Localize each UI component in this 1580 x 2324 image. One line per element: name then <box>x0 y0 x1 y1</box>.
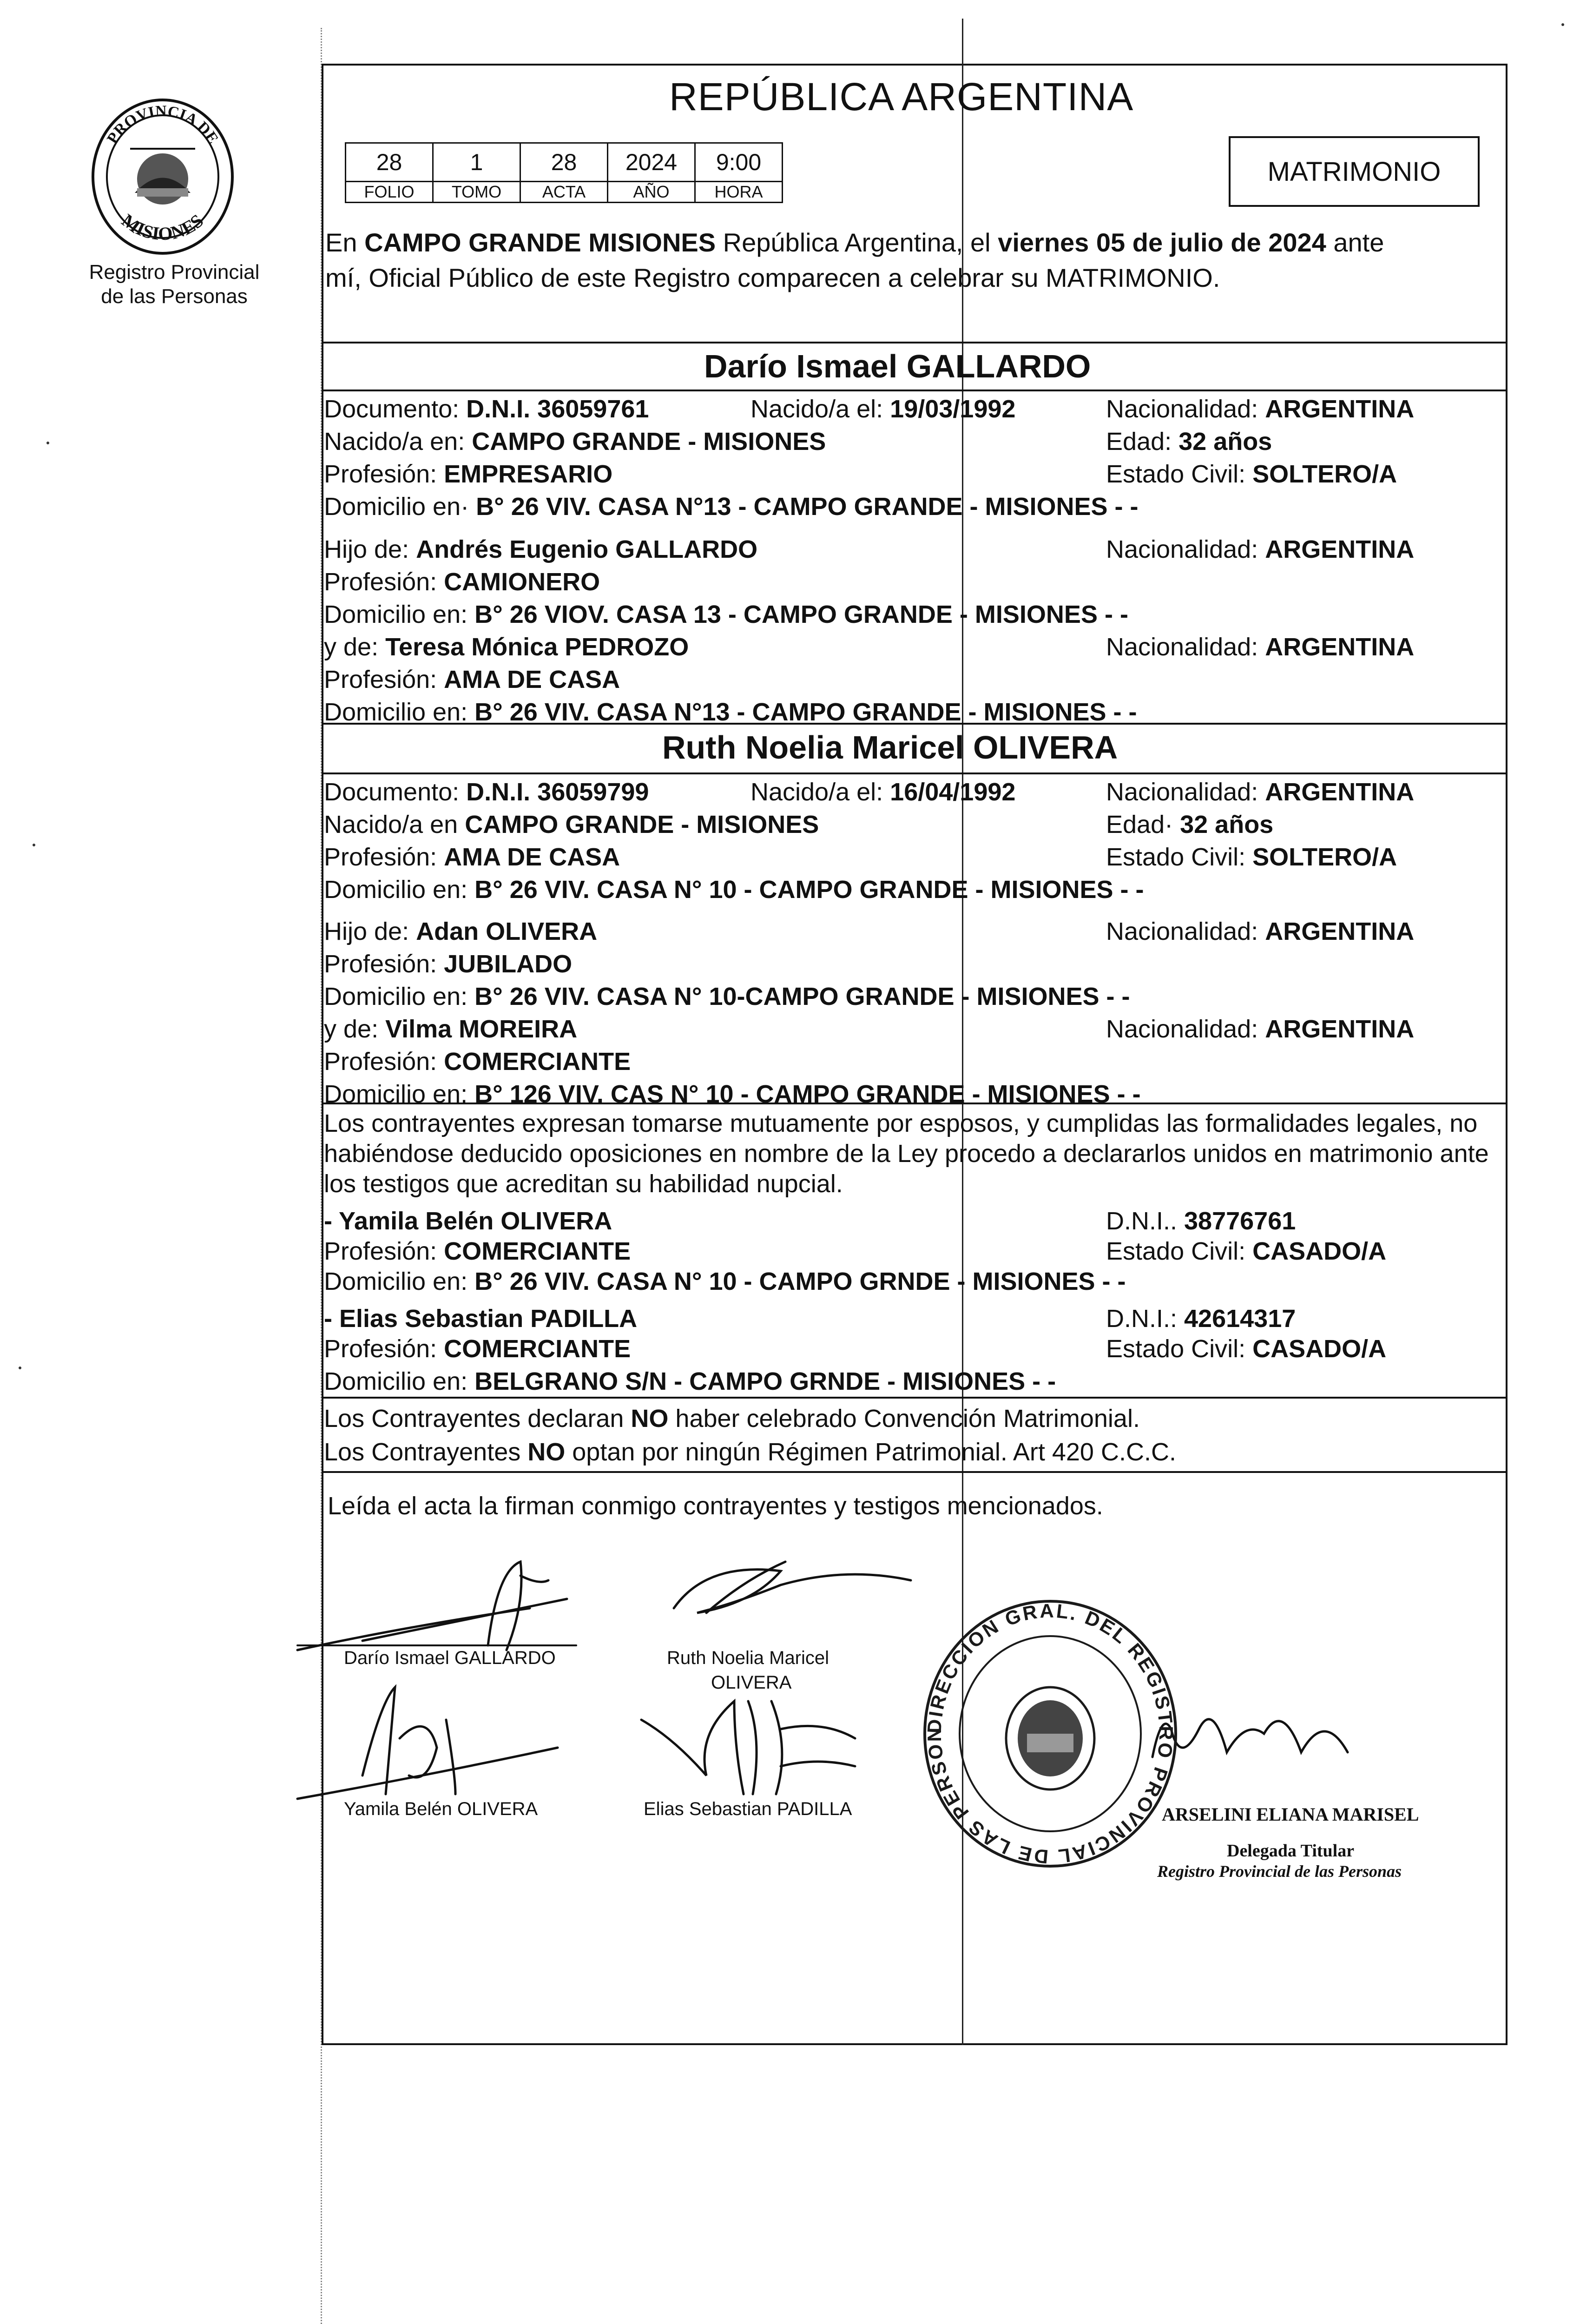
field-value: B° 26 VIV. CASA N°13 - CAMPO GRANDE - MISIONES - - <box>476 493 1139 521</box>
groom-father-address <box>324 600 1128 629</box>
field-value: COMERCIANTE <box>444 1237 631 1265</box>
convention-text: optan por ningún Régimen Patrimonial. Art 420 C.C.C. <box>565 1438 1176 1466</box>
field-label: Profesión: <box>324 843 444 871</box>
field-label: Nacionalidad: <box>1106 1015 1265 1043</box>
field-label: Profesión: <box>324 666 444 693</box>
field-label: Profesión: <box>324 950 444 978</box>
hora-label: HORA <box>695 182 783 203</box>
field-label: Profesión: <box>324 1335 444 1363</box>
declaration-line-3: los testigos que acreditan su habilidad nupcial. <box>324 1170 843 1198</box>
field-value: B° 26 VIV. CASA N° 10-CAMPO GRANDE - MISIONES - - <box>474 983 1130 1010</box>
official-role: Delegada Titular <box>1227 1841 1355 1861</box>
groom-mother-profession <box>324 665 620 694</box>
field-value: ARGENTINA <box>1265 918 1415 945</box>
field-value: D.N.I. 36059761 <box>466 395 649 423</box>
bride-document <box>324 777 649 807</box>
field-label: Documento: <box>324 395 467 423</box>
field-label: Domicilio en: <box>324 876 475 904</box>
scan-speck <box>1561 23 1564 26</box>
field-value: CAMPO GRANDE - MISIONES <box>465 811 819 838</box>
field-label: Profesión: <box>324 460 444 488</box>
field-value: SOLTERO/A <box>1252 843 1397 871</box>
witness-1-name: - Yamila Belén OLIVERA <box>324 1207 612 1235</box>
groom-mother <box>324 632 689 662</box>
groom-nationality <box>1106 394 1414 424</box>
intro-line-2: mí, Oficial Público de este Registro comparecen a celebrar su MATRIMONIO. <box>325 263 1220 292</box>
field-value: B° 26 VIOV. CASA 13 - CAMPO GRANDE - MISIONES - - <box>474 601 1128 628</box>
convention-negation: NO <box>527 1438 566 1466</box>
acta-value: 28 <box>520 143 608 182</box>
field-label: Profesión: <box>324 568 444 596</box>
page-title: REPÚBLICA ARGENTINA <box>669 75 1134 119</box>
field-value: B° 26 VIV. CASA N° 10 - CAMPO GRANDE - MISIONES - - <box>474 876 1144 904</box>
field-label: Nacionalidad: <box>1106 778 1265 806</box>
field-value: ARGENTINA <box>1265 1015 1415 1043</box>
witness-2-dni <box>1106 1304 1296 1334</box>
field-label: Domicilio en: <box>324 1367 475 1395</box>
field-value: ARGENTINA <box>1265 778 1415 806</box>
field-value: AMA DE CASA <box>444 666 620 693</box>
bride-birthplace <box>324 810 819 839</box>
groom-signature-caption: Darío Ismael GALLARDO <box>344 1648 556 1668</box>
field-value: 32 años <box>1180 811 1274 838</box>
misiones-coat-of-arms-logo <box>84 93 242 260</box>
intro-text: República Argentina, el <box>716 228 998 257</box>
field-label: Hijo de: <box>324 918 416 945</box>
witness2-signature-stroke <box>641 1701 855 1794</box>
field-label: Domicilio en: <box>324 601 475 628</box>
declaration-line-1: Los contrayentes expresan tomarse mutuamente por esposos, y cumplidas las formalidades legales, no <box>324 1109 1478 1137</box>
anio-label: AÑO <box>608 182 695 203</box>
field-label: Documento: <box>324 778 467 806</box>
field-value: BELGRANO S/N - CAMPO GRNDE - MISIONES - - <box>474 1367 1056 1395</box>
field-label: Nacido/a en <box>324 811 465 838</box>
folio-value: 28 <box>346 143 433 182</box>
bride-mother-address <box>324 1079 1141 1109</box>
field-label: Estado Civil: <box>1106 1335 1253 1363</box>
bride-civil-status <box>1106 842 1397 872</box>
scan-speck <box>33 844 35 846</box>
record-type-label: MATRIMONIO <box>1267 156 1441 187</box>
bride-father <box>324 917 597 946</box>
official-organization: Registro Provincial de las Personas <box>1157 1862 1402 1881</box>
svg-text:PROVINCIA DE: PROVINCIA DE <box>104 102 222 147</box>
scan-speck <box>46 442 49 444</box>
field-value: Teresa Mónica PEDROZO <box>385 633 689 661</box>
groom-age <box>1106 427 1272 456</box>
field-label: Nacido/a el: <box>750 778 890 806</box>
groom-father-nationality <box>1106 535 1414 564</box>
witness1-signature-stroke <box>297 1687 558 1799</box>
separator-bride-header <box>322 772 1508 774</box>
witness-2-name: - Elias Sebastian PADILLA <box>324 1305 638 1333</box>
field-value: B° 26 VIV. CASA N° 10 - CAMPO GRNDE - MISIONES - - <box>474 1268 1126 1295</box>
official-name: ARSELINI ELIANA MARISEL <box>1162 1804 1419 1825</box>
declaration-line-2: habiéndose deducido oposiciones en nombre de la Ley procedo a declararlos unidos en matrimonio ante <box>324 1140 1489 1168</box>
bride-father-profession <box>324 949 572 979</box>
field-label: Profesión: <box>324 1048 444 1076</box>
field-label: Nacionalidad: <box>1106 918 1265 945</box>
bride-nationality <box>1106 777 1414 807</box>
bride-name: Ruth Noelia Maricel OLIVERA <box>662 729 1118 766</box>
field-label: y de: <box>324 1015 386 1043</box>
bride-mother <box>324 1014 577 1044</box>
field-value: 16/04/1992 <box>890 778 1016 806</box>
bride-address <box>324 875 1144 905</box>
field-value: 38776761 <box>1184 1207 1296 1235</box>
groom-signature-stroke <box>297 1562 567 1650</box>
convention-negation: NO <box>631 1405 669 1433</box>
bride-age <box>1106 810 1273 839</box>
field-label: Estado Civil: <box>1106 843 1253 871</box>
tomo-value: 1 <box>433 143 520 182</box>
field-value: CAMPO GRANDE - MISIONES <box>472 428 826 456</box>
field-label: Nacionalidad: <box>1106 535 1265 563</box>
folio-label: FOLIO <box>346 182 433 203</box>
field-label: Estado Civil: <box>1106 1237 1253 1265</box>
bride-profession <box>324 842 620 872</box>
field-value: ARGENTINA <box>1265 633 1415 661</box>
intro-line-1 <box>325 228 1384 257</box>
witness-1-address <box>324 1267 1126 1296</box>
convention-line-2 <box>324 1437 1176 1467</box>
field-label: Profesión: <box>324 1237 444 1265</box>
groom-civil-status <box>1106 459 1397 489</box>
groom-birthplace <box>324 427 826 456</box>
convention-text: Los Contrayentes declaran <box>324 1405 631 1433</box>
field-value: 32 años <box>1178 428 1272 456</box>
field-label: Nacionalidad: <box>1106 633 1265 661</box>
registry-caption <box>81 260 267 309</box>
field-value: ARGENTINA <box>1265 395 1415 423</box>
field-label: Hijo de: <box>324 535 416 563</box>
groom-profession <box>324 459 612 489</box>
acta-label: ACTA <box>520 182 608 203</box>
intro-date: viernes 05 de julio de 2024 <box>998 228 1326 257</box>
scan-speck <box>19 1367 21 1369</box>
field-label: Domicilio en: <box>324 1080 475 1108</box>
groom-father <box>324 535 757 564</box>
svg-text:DIRECCION GRAL. DEL REGISTRO P: DIRECCION GRAL. DEL REGISTRO PROVINCIAL DE LAS PERSON <box>923 1599 1178 1868</box>
bride-signature-caption-2: OLIVERA <box>711 1672 792 1693</box>
bride-signature-caption-1: Ruth Noelia Maricel <box>667 1648 830 1668</box>
field-label: Estado Civil: <box>1106 460 1253 488</box>
field-value: B° 26 VIV. CASA N°13 - CAMPO GRANDE - MISIONES - - <box>474 698 1137 726</box>
registry-caption-line2: de las Personas <box>101 285 248 308</box>
field-value: JUBILADO <box>444 950 573 978</box>
field-value: Vilma MOREIRA <box>385 1015 578 1043</box>
field-label: Nacido/a el: <box>750 395 890 423</box>
intro-text: En <box>325 228 365 257</box>
convention-text: Los Contrayentes <box>324 1438 528 1466</box>
field-value: COMERCIANTE <box>444 1048 631 1076</box>
separator-conventions <box>322 1397 1508 1399</box>
bride-mother-profession <box>324 1047 631 1076</box>
field-value: ARGENTINA <box>1265 535 1415 563</box>
groom-address <box>324 492 1139 522</box>
field-value: 19/03/1992 <box>890 395 1016 423</box>
field-value: EMPRESARIO <box>444 460 613 488</box>
witness-1-dni <box>1106 1206 1296 1236</box>
groom-document <box>324 394 649 424</box>
witness-1-profession <box>324 1236 631 1266</box>
witness-1-civil-status <box>1106 1236 1386 1266</box>
witness1-signature-caption: Yamila Belén OLIVERA <box>344 1799 538 1819</box>
registry-caption-line1: Registro Provincial <box>89 261 260 284</box>
groom-mother-nationality <box>1106 632 1414 662</box>
field-value: AMA DE CASA <box>444 843 620 871</box>
field-label: y de: <box>324 633 386 661</box>
witness-2-civil-status <box>1106 1334 1386 1364</box>
field-label: D.N.I.: <box>1106 1305 1185 1333</box>
folio-table <box>345 142 783 203</box>
field-label: Nacionalidad: <box>1106 395 1265 423</box>
field-label: Domicilio en: <box>324 698 475 726</box>
field-label: Domicilio en: <box>324 983 475 1010</box>
groom-father-profession <box>324 567 600 597</box>
field-value: CASADO/A <box>1252 1335 1387 1363</box>
field-value: Andrés Eugenio GALLARDO <box>416 535 758 563</box>
field-label: Edad· <box>1106 811 1180 838</box>
field-value: CAMIONERO <box>444 568 600 596</box>
svg-text:MISIONES: MISIONES <box>118 210 208 244</box>
bride-signature-stroke <box>674 1562 911 1613</box>
closing-statement: Leída el acta la firman conmigo contrayentes y testigos mencionados. <box>328 1492 1103 1520</box>
official-round-stamp <box>920 1594 1180 1873</box>
field-value: Adan OLIVERA <box>416 918 598 945</box>
separator-closing <box>322 1471 1508 1473</box>
field-value: SOLTERO/A <box>1252 460 1397 488</box>
field-label: D.N.I.. <box>1106 1207 1185 1235</box>
separator-groom-header <box>322 390 1508 391</box>
bride-born-date <box>750 777 1015 807</box>
tomo-label: TOMO <box>433 182 520 203</box>
intro-place: CAMPO GRANDE MISIONES <box>364 228 716 257</box>
convention-line-1 <box>324 1404 1140 1433</box>
bride-father-nationality <box>1106 917 1414 946</box>
field-label: Domicilio en: <box>324 1268 475 1295</box>
field-label: Nacido/a en: <box>324 428 472 456</box>
witness-2-address <box>324 1367 1056 1396</box>
field-value: CASADO/A <box>1252 1237 1387 1265</box>
field-label: Domicilio en· <box>324 493 476 521</box>
record-type-box <box>1229 136 1480 207</box>
witness-2-profession <box>324 1334 631 1364</box>
groom-name: Darío Ismael GALLARDO <box>704 348 1091 384</box>
field-value: D.N.I. 36059799 <box>466 778 649 806</box>
field-value: B° 126 VIV. CAS N° 10 - CAMPO GRANDE - MISIONES - - <box>474 1080 1141 1108</box>
hora-value: 9:00 <box>695 143 783 182</box>
field-value: COMERCIANTE <box>444 1335 631 1363</box>
witness2-signature-caption: Elias Sebastian PADILLA <box>644 1799 852 1819</box>
intro-text: ante <box>1326 228 1384 257</box>
anio-value: 2024 <box>608 143 695 182</box>
groom-born-date <box>750 394 1015 424</box>
separator-groom-top <box>322 342 1508 343</box>
official-signature-stroke <box>1152 1719 1348 1757</box>
bride-father-address <box>324 982 1130 1011</box>
convention-text: haber celebrado Convención Matrimonial. <box>668 1405 1140 1433</box>
field-label: Edad: <box>1106 428 1179 456</box>
field-value: 42614317 <box>1184 1305 1296 1333</box>
groom-mother-address <box>324 697 1137 727</box>
bride-mother-nationality <box>1106 1014 1414 1044</box>
